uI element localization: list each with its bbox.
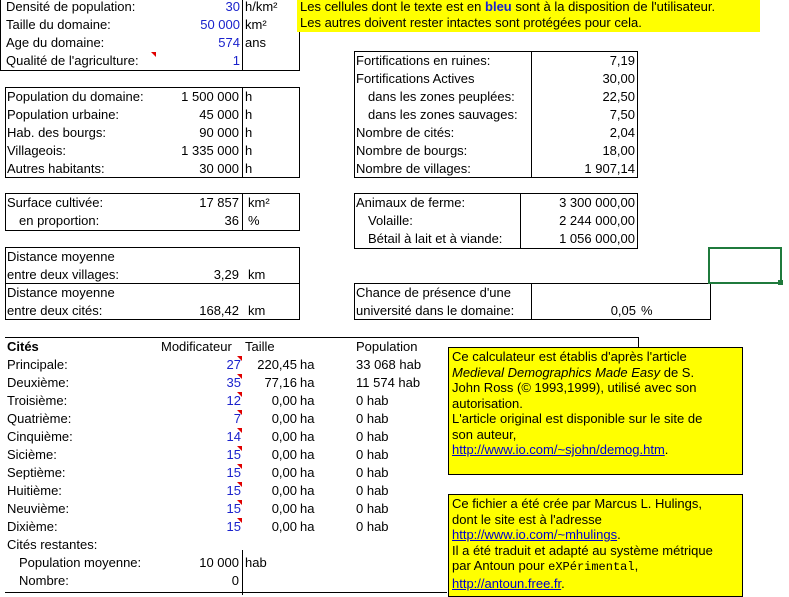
fortification-row-value: 7,19 <box>609 53 635 68</box>
population-row-label: Villageois: <box>7 143 67 158</box>
surface-divider <box>242 193 243 231</box>
fortification-row-label: Nombre de bourgs: <box>356 143 468 158</box>
note1-line-4: autorisation. <box>452 395 523 411</box>
city-row-modifier[interactable]: 7 <box>233 411 241 426</box>
city-row-size-unit: ha <box>300 411 315 426</box>
city-distance-value: 168,42 <box>199 303 239 318</box>
average-population-label: Population moyenne: <box>19 555 142 570</box>
domain-age-unit: ans <box>245 35 266 50</box>
surface-unit: km² <box>248 195 270 210</box>
author-article-link[interactable]: http://www.io.com/~sjohn/demog.htm <box>452 442 665 457</box>
fortification-row-label: Fortifications Actives <box>356 71 475 86</box>
city-row-modifier[interactable]: 14 <box>226 429 241 444</box>
fortification-row-label: Nombre de villages: <box>356 161 471 176</box>
fortification-row-label: Nombre de cités: <box>356 125 455 140</box>
city-row-size-unit: ha <box>300 447 315 462</box>
note2-line-5 <box>452 558 739 576</box>
village-distance-value: 3,29 <box>213 267 239 282</box>
city-row-modifier[interactable]: 15 <box>226 447 241 462</box>
credits-note <box>448 347 743 475</box>
city-row-name: Septième: <box>7 465 66 480</box>
domain-size-label: Taille du domaine: <box>6 17 111 32</box>
cities-table-top-border <box>5 337 638 338</box>
cities-table-bottom-border <box>5 592 447 593</box>
university-unit: % <box>641 303 653 318</box>
note1-line-7-tail: . <box>664 442 669 457</box>
note1-line-3: John Ross (© 1993,1999), utilisé avec son <box>452 380 697 395</box>
fill-handle[interactable] <box>778 280 783 285</box>
domain-age-label: Age du domaine: <box>6 35 105 50</box>
experimental-name: eXPérimental <box>548 560 635 574</box>
city-row-modifier[interactable]: 15 <box>226 465 241 480</box>
note2-line-5-a: par Antoun pour <box>452 558 549 573</box>
average-population-value: 10 000 <box>199 555 239 570</box>
population-row-value: 45 000 <box>199 107 239 122</box>
translator-site-link[interactable]: http://antoun.free.fr <box>452 575 562 591</box>
city-row-name: Deuxième: <box>7 375 70 390</box>
note2-line-2: dont le site est à l'adresse <box>452 511 602 527</box>
author-note <box>448 494 743 597</box>
city-row-name: Cinquième: <box>7 429 73 444</box>
city-row-size: 0,00 <box>271 411 297 426</box>
population-row-value: 1 500 000 <box>181 89 239 104</box>
city-row-size-unit: ha <box>300 375 315 390</box>
farm-animals-label: Animaux de ferme: <box>356 195 466 210</box>
domain-size-value[interactable]: 50 000 <box>200 17 240 32</box>
population-row-value: 30 000 <box>199 161 239 176</box>
city-row-size-unit: ha <box>300 483 315 498</box>
city-row-size-unit: ha <box>300 393 315 408</box>
proportion-label: en proportion: <box>19 213 100 228</box>
fortifications-divider <box>531 51 532 178</box>
city-row-population: 0 hab <box>356 393 389 408</box>
fortification-row-value: 2,04 <box>609 125 635 140</box>
city-row-population: 33 068 hab <box>356 357 422 372</box>
population-header: Population <box>356 339 418 354</box>
city-row-size: 0,00 <box>271 501 297 516</box>
cities-header: Cités <box>7 339 39 354</box>
fortification-row-value: 18,00 <box>602 143 635 158</box>
village-distance-label-1: Distance moyenne <box>7 249 115 264</box>
city-row-size: 0,00 <box>271 483 297 498</box>
city-row-name: Principale: <box>7 357 68 372</box>
city-row-size: 220,45 <box>257 357 297 372</box>
city-row-modifier[interactable]: 27 <box>226 357 241 372</box>
city-row-name: Sicième: <box>7 447 57 462</box>
university-label-1: Chance de présence d'une <box>356 285 511 300</box>
city-row-size: 0,00 <box>271 519 297 534</box>
density-value[interactable]: 30 <box>225 0 240 14</box>
notice-text-blue: bleu <box>485 0 512 14</box>
population-row-unit: h <box>245 125 253 140</box>
city-row-name: Troisième: <box>7 393 68 408</box>
village-distance-label-2: entre deux villages: <box>7 267 120 282</box>
city-row-modifier[interactable]: 35 <box>226 375 241 390</box>
notice-text-c: sont à la disposition de l'utilisateur. <box>511 0 716 14</box>
selected-cell[interactable] <box>708 247 782 284</box>
population-row-unit: h <box>245 161 253 176</box>
surface-value: 17 857 <box>199 195 239 210</box>
population-row-label: Hab. des bourgs: <box>7 125 107 140</box>
agriculture-value[interactable]: 1 <box>232 53 240 68</box>
city-row-population: 0 hab <box>356 447 389 462</box>
domain-size-unit: km² <box>245 17 267 32</box>
fortification-row-value: 22,50 <box>602 89 635 104</box>
city-row-size-unit: ha <box>300 429 315 444</box>
city-row-modifier[interactable]: 15 <box>226 501 241 516</box>
city-row-size: 77,16 <box>264 375 297 390</box>
university-divider <box>531 283 532 320</box>
population-row-label: Population du domaine: <box>7 89 144 104</box>
city-row-name: Dixième: <box>7 519 58 534</box>
city-row-size-unit: ha <box>300 519 315 534</box>
note2-line-3 <box>452 527 739 543</box>
remaining-cities-label: Cités restantes: <box>7 537 98 552</box>
author-site-link[interactable]: http://www.io.com/~mhulings <box>452 527 618 542</box>
note1-line-5: L'article original est disponible sur le site de <box>452 411 703 426</box>
note2-line-6-tail: . <box>561 575 565 591</box>
city-row-size: 0,00 <box>271 393 297 408</box>
settings-divider <box>242 0 243 70</box>
city-row-name: Huitième: <box>7 483 62 498</box>
proportion-unit: % <box>248 213 260 228</box>
fortification-row-value: 7,50 <box>609 107 635 122</box>
note2-line-4: Il a été traduit et adapté au système métrique <box>452 542 713 558</box>
city-row-population: 0 hab <box>356 411 389 426</box>
city-distance-unit: km <box>248 303 266 318</box>
city-distance-label-1: Distance moyenne <box>7 285 115 300</box>
average-population-unit: hab <box>245 555 267 570</box>
city-row-name: Neuvième: <box>7 501 70 516</box>
surface-label: Surface cultivée: <box>7 195 104 210</box>
fortification-row-label: Fortifications en ruines: <box>356 53 491 68</box>
notice-line-2: Les autres doivent rester intactes sont protégées pour cela. <box>300 15 642 30</box>
city-row-population: 11 574 hab <box>356 375 421 390</box>
note1-line-7 <box>452 442 739 458</box>
city-row-population: 0 hab <box>356 519 389 534</box>
density-label: Densité de population: <box>6 0 136 14</box>
cattle-value: 1 056 000,00 <box>559 231 635 246</box>
note2-line-1: Ce fichier a été crée par Marcus L. Hulings, <box>452 496 702 511</box>
population-row-label: Autres habitants: <box>7 161 105 176</box>
note2-line-6 <box>452 576 739 592</box>
comment-marker-icon[interactable] <box>151 52 156 57</box>
city-row-population: 0 hab <box>356 465 389 480</box>
fortification-row-value: 30,00 <box>602 71 635 86</box>
size-header: Taille <box>245 339 275 354</box>
university-value: 0,05 <box>610 303 636 318</box>
city-row-modifier[interactable]: 15 <box>226 483 241 498</box>
population-row-value: 90 000 <box>199 125 239 140</box>
village-distance-unit: km <box>248 267 266 282</box>
note1-line-6: son auteur, <box>452 426 517 442</box>
poultry-label: Volaille: <box>368 213 413 228</box>
population-row-unit: h <box>245 89 253 104</box>
fortification-row-label: dans les zones peuplées: <box>368 89 515 104</box>
city-row-name: Quatrième: <box>7 411 72 426</box>
population-divider <box>242 87 243 178</box>
remaining-count-label: Nombre: <box>19 573 69 588</box>
modifier-header: Modificateur <box>161 339 232 354</box>
city-row-size: 0,00 <box>271 429 297 444</box>
farm-animals-value: 3 300 000,00 <box>559 195 635 210</box>
note2-line-5-c: , <box>634 558 639 573</box>
city-row-size: 0,00 <box>271 447 297 462</box>
population-row-unit: h <box>245 107 253 122</box>
fortification-row-value: 1 907,14 <box>584 161 635 176</box>
city-row-population: 0 hab <box>356 429 389 444</box>
city-row-size-unit: ha <box>300 501 315 516</box>
city-row-size-unit: ha <box>300 465 315 480</box>
population-row-label: Population urbaine: <box>7 107 120 122</box>
fortification-row-label: dans les zones sauvages: <box>368 107 518 122</box>
animals-divider <box>520 193 521 249</box>
domain-age-value[interactable]: 574 <box>218 35 240 50</box>
notice-text-a: Les cellules dont le texte est en <box>300 0 486 14</box>
city-row-size-unit: ha <box>300 357 315 372</box>
cities-table-divider <box>242 550 243 595</box>
city-row-size: 0,00 <box>271 465 297 480</box>
article-title: Medieval Demographics Made Easy <box>452 364 661 380</box>
proportion-value: 36 <box>224 213 239 228</box>
agriculture-label: Qualité de l'agriculture: <box>6 53 139 68</box>
city-distance-label-2: entre deux cités: <box>7 303 103 318</box>
poultry-value: 2 244 000,00 <box>559 213 635 228</box>
city-row-population: 0 hab <box>356 483 389 498</box>
population-row-unit: h <box>245 143 253 158</box>
cattle-label: Bétail à lait et à viande: <box>368 231 503 246</box>
population-row-value: 1 335 000 <box>181 143 239 158</box>
density-unit: h/km² <box>245 0 278 14</box>
city-row-population: 0 hab <box>356 501 389 516</box>
note2-line-3-tail: . <box>617 527 621 542</box>
note1-line-1: Ce calculateur est établis d'après l'article <box>452 349 687 364</box>
note1-line-2 <box>452 365 739 381</box>
university-label-2: université dans le domaine: <box>356 303 515 318</box>
city-row-modifier[interactable]: 15 <box>226 519 241 534</box>
note1-line-2-tail: de S. <box>660 364 695 380</box>
remaining-count-value: 0 <box>231 573 239 588</box>
city-row-modifier[interactable]: 12 <box>226 393 241 408</box>
